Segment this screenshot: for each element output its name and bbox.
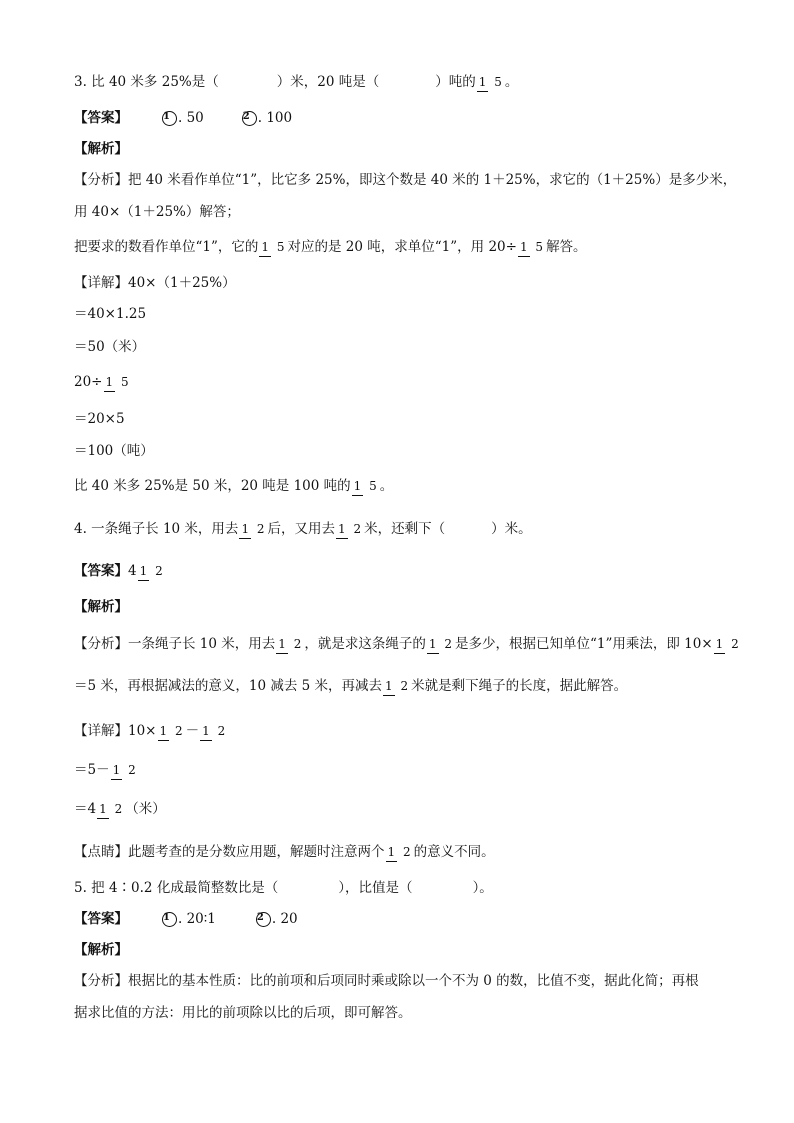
- fraction: 1 5: [518, 241, 545, 253]
- q3-step: 20÷ 1 5: [74, 374, 129, 390]
- q3-detail: 【详解】40×（1＋25%）: [74, 275, 236, 291]
- q5-answer: [74, 909, 716, 929]
- q3-answer: [74, 108, 716, 128]
- q3-stem-text-c: ）吨的: [435, 74, 476, 90]
- jiexi-label: 【解析】: [74, 599, 128, 615]
- answer-value: . 20∶1: [178, 911, 216, 927]
- q4-step: ＝5－ 1 2: [74, 762, 136, 778]
- q3-step: ＝100（吨）: [74, 443, 154, 459]
- q4-detail: 【详解】10× 1 2 － 1 2: [74, 723, 226, 739]
- fraction: 1 2: [336, 523, 363, 535]
- q4-analysis-line2: ＝5 米，再根据减法的意义，10 减去 5 米，再减去 1 2 米就是剩下绳子的长度，据此解答。: [74, 678, 628, 694]
- q5-stem: 5. 把 4∶0.2 化成最简整数比是（ ），比值是（ ）。: [74, 880, 493, 896]
- fraction: 1 5: [352, 480, 379, 492]
- circled-number: 2: [242, 111, 257, 126]
- fraction: 1 2: [427, 638, 454, 650]
- q3-stem-text-b: ）米，20 吨是（: [276, 74, 380, 90]
- q5-analysis-line2: 据求比值的方法：用比的前项除以比的后项，即可解答。: [74, 1005, 412, 1021]
- q3-step: ＝20×5: [74, 411, 125, 427]
- fraction: 1 5: [477, 76, 504, 88]
- answer-value: . 100: [257, 110, 293, 126]
- circled-number: 2: [256, 912, 271, 927]
- answer-value: . 50: [178, 110, 204, 126]
- q3-analysis-line3: 把要求的数看作单位“1”，它的 1 5 对应的是 20 吨，求单位“1”，用 20÷ 1 5 解答。: [74, 239, 587, 255]
- q5-analysis-line1: 【分析】根据比的基本性质：比的前项和后项同时乘或除以一个不为 0 的数，比值不变，据此化简；再根: [74, 973, 699, 989]
- fraction: 1 2: [111, 764, 138, 776]
- answer-value: . 20: [271, 911, 298, 927]
- fraction: 1 2: [383, 680, 410, 692]
- q3-step: ＝50（米）: [74, 339, 146, 355]
- q3-conclusion: 比 40 米多 25%是 50 米，20 吨是 100 吨的 1 5 。: [74, 478, 394, 494]
- q4-dianjing: 【点睛】此题考查的是分数应用题，解题时注意两个 1 2 的意义不同。: [74, 844, 495, 860]
- fraction: 1 2: [386, 846, 413, 858]
- q3-analysis-line2: 用 40×（1＋25%）解答；: [74, 204, 240, 220]
- answer-label: 【答案】: [74, 563, 128, 579]
- circled-number: 1: [162, 111, 177, 126]
- q4-step: ＝4 1 2 （米）: [74, 801, 166, 817]
- q4-analysis-line1: 【分析】一条绳子长 10 米，用去 1 2 ，就是求这条绳子的 1 2 是多少，根据已知单位“1”用乘法，即 10× 1 2: [74, 636, 739, 652]
- jiexi-label: 【解析】: [74, 942, 128, 958]
- jiexi-label: 【解析】: [74, 141, 128, 157]
- fraction: 1 2: [138, 565, 165, 577]
- q3-step: ＝40×1.25: [74, 306, 147, 322]
- fraction: 1 2: [200, 725, 227, 737]
- answer-label: 【答案】: [74, 110, 128, 126]
- q3-stem-text-a: 3. 比 40 米多 25%是（: [74, 74, 219, 90]
- q3-stem: 3. 比 40 米多 25%是（ ）米，20 吨是（ ）吨的 1 5 。: [74, 74, 519, 90]
- answer-label: 【答案】: [74, 911, 128, 927]
- q4-answer: 【答案】 4 1 2: [74, 563, 163, 579]
- q4-stem: 4. 一条绳子长 10 米，用去 1 2 后，又用去 1 2 米，还剩下（ ）米。: [74, 521, 532, 537]
- fraction: 1 2: [97, 803, 124, 815]
- circled-number: 1: [162, 912, 177, 927]
- fraction: 1 2: [239, 523, 266, 535]
- q3-analysis-line1: 【分析】把 40 米看作单位“1”，比它多 25%，即这个数是 40 米的 1＋25%，求它的（1＋25%）是多少米，: [74, 172, 737, 188]
- fraction: 1 5: [104, 376, 131, 388]
- fraction: 1 2: [276, 638, 303, 650]
- fraction: 1 5: [259, 241, 286, 253]
- fraction: 1 2: [158, 725, 185, 737]
- fraction: 1 2: [714, 638, 741, 650]
